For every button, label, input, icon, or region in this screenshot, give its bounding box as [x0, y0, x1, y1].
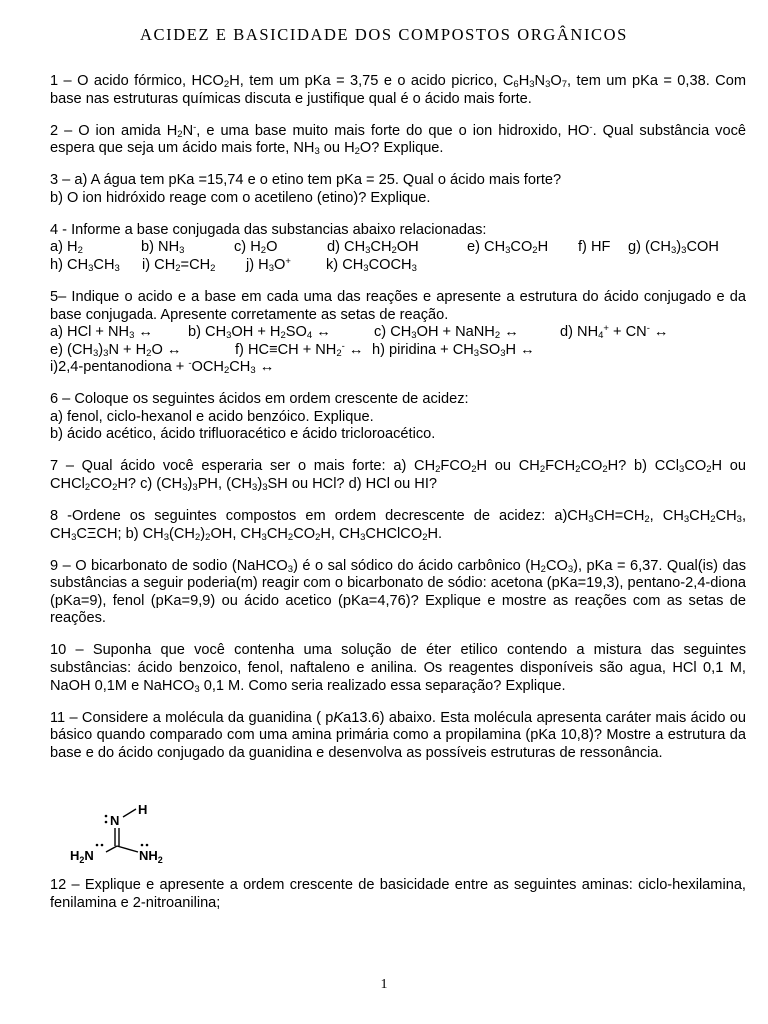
question-6-line-b: b) ácido acético, ácido trifluoracético e ácido tricloroacético. [50, 426, 436, 443]
q4-item-a: a) $H_2$ [50, 239, 83, 257]
question-7: 7 – Qual ácido você esperaria ser o mais forte: a) $CH_2FCO_2H$ ou $CH_2FCH_2CO_2H$? b) $CCl_3CO_2H$ ou $CHCl_2CO_2H$? c) $(CH_3)_3PH$, $(CH_3)_3SH$ ou HCl? d) HCl ou HI? [50, 458, 746, 494]
q4-item-b: b) $NH_3$ [141, 239, 185, 257]
question-8: 8 -Ordene os seguintes compostos em ordem decrescente de acidez: $a)CH_3CH=CH_2$, $CH_3CH_2CH_3$, $CH_3C\Xi CH$; b) $CH_3(CH_2)_2OH$, $CH_3CH_2CO_2H$, $CH_3CHClCO_2H$. [50, 508, 747, 543]
q4-item-h: h) $CH_3CH_3$ [50, 256, 120, 274]
question-6-line-a: a) fenol, ciclo-hexanol e acido benzóico. Explique. [50, 408, 374, 425]
lone-pair-dot [105, 821, 108, 824]
right-amine-label: $NH_2$ [139, 848, 163, 865]
q5-item-e: e) $(CH_3)_3N + H_2O$ ↔ [50, 341, 182, 359]
imine-h-label: H [138, 802, 148, 817]
question-4-row-2 [50, 257, 746, 275]
question-5-intro: 5– Indique o acido e a base em cada uma das reações e apresente a estrutura do ácido conjugado e da base conjugada. Apresente corretamente as setas de reação. [50, 288, 746, 323]
q5-item-d: d) $NH_4^+ + CN^-$ ↔ [560, 323, 669, 342]
question-list [50, 73, 746, 777]
page-number: 1 [380, 977, 388, 992]
q4-item-c: c) $H_2O$ [234, 239, 278, 257]
question-10: 10 – Suponha que você contenha uma solução de éter etilico contendo a mistura das seguintes substâncias: ácido benzoico, fenol, naftaleno e anilina. Os reagentes disponíveis são agua, HCl 0,1 M, NaOH 0,1M e NaHCO$_3$ 0,1 M. Como seria realizado essa separação? Explique. [50, 642, 746, 695]
question-4-intro: 4 - Informe a base conjugada das substancias abaixo relacionadas: [50, 221, 487, 238]
question-6 [50, 391, 746, 444]
nh-bond [123, 809, 136, 817]
question-11: 11 – Considere a molécula da guanidina ( pKa13.6) abaixo. Esta molécula apresenta caráter mais ácido ou básico quando comparado com uma amina primária como a propilamina (pKa 10,8)? Mostre a estrutura da base e do ácido conjugado da guanidina e desenvolva as possíveis estruturas de ressonância. [50, 709, 747, 761]
c-n-left-bond [106, 846, 117, 852]
q5-item-a: a) HCl + $NH_3$ ↔ [50, 324, 154, 342]
lone-pair-dot [141, 844, 144, 847]
q4-item-j: j) $H_3O^+$ [246, 255, 291, 274]
q5-item-i: i)2,4-pentanodiona + $^-OCH_2CH_3$ ↔ [50, 358, 275, 377]
left-amine-label: $H_2N$ [70, 848, 94, 865]
q4-item-g: g) $(CH_3)_3COH$ [628, 239, 719, 257]
guanidine-structure [68, 788, 178, 868]
question-3-line-b: b) O ion hidróxido reage com o acetileno (etino)? Explique. [50, 189, 431, 206]
question-1: 1 – O acido fórmico, $HCO_2H$, tem um pKa = 3,75 e o acido picrico, $C_6H_3N_3O_7$, tem um pKa = 0,38. Com base nas estruturas químicas discuta e justifique qual é o ácido mais forte. [50, 73, 746, 107]
q4-item-i: i) $CH_2=CH_2$ [142, 256, 216, 274]
question-12: 12 – Explique e apresente a ordem crescente de basicidade entre as seguintes aminas: ciclo-hexilamina, fenilamina e 2-nitroanilina; [50, 877, 746, 911]
q5-item-b: b) $CH_3OH + H_2SO_4$ ↔ [188, 324, 331, 342]
lone-pair-dot [105, 815, 108, 818]
question-3 [50, 172, 746, 207]
question-5-row-2 [50, 342, 746, 360]
question-6-intro: 6 – Coloque os seguintes ácidos em ordem crescente de acidez: [50, 391, 469, 408]
question-5-row-1 [50, 324, 746, 342]
q5-item-f: f) $HC\equiv CH + NH_2^-$ ↔ [235, 340, 364, 359]
q4-item-k: k) $CH_3COCH_3$ [326, 256, 417, 274]
q4-item-d: d) $CH_3CH_2OH$ [327, 239, 419, 257]
q5-item-c: c) $CH_3OH$ + NaNH$_2$ ↔ [374, 324, 519, 342]
question-5 [50, 289, 746, 377]
question-4 [50, 222, 746, 275]
question-4-row-1 [50, 239, 746, 257]
page-title: ACIDEZ E BASICIDADE DOS COMPOSTOS ORGÂNICOS [140, 25, 628, 44]
lone-pair-dot [96, 844, 99, 847]
lone-pair-dot [146, 844, 149, 847]
q4-item-e: e) $CH_3CO_2H$ [467, 239, 549, 257]
c-n-right-bond [117, 846, 138, 852]
question-2: 2 – O ion amida $H_2N^-$, e uma base muito mais forte do que o ion hidroxido, HO-. Qual substância você espera que seja um ácido mais forte, $NH_3$ ou $H_2O$? Explique. [50, 121, 746, 158]
question-9: 9 – O bicarbonato de sodio (NaHCO$_3$) é o sal sódico do ácido carbônico $(H_2CO_3)$, pKa = 6,37. Qual(is) das substâncias a seguir poderia(m) reagir com o bicarbonato de sódio: acetona (pKa=19,3), pentano-2,4-diona (pKa=9), fenol (pKa=9,9) ou ácido acetico (pKa=4,76)? Explique e mostre as reações com as setas de reações. [50, 557, 747, 627]
q5-item-h: h) piridina + $CH_3SO_3H$ ↔ [372, 341, 535, 359]
imine-n-label: N [110, 813, 120, 828]
question-3-line-a: 3 – a) A água tem pKa =15,74 e o etino tem pKa = 25. Qual o ácido mais forte? [50, 172, 562, 189]
lone-pair-dot [101, 844, 104, 847]
q4-item-f: f) HF [578, 239, 611, 256]
